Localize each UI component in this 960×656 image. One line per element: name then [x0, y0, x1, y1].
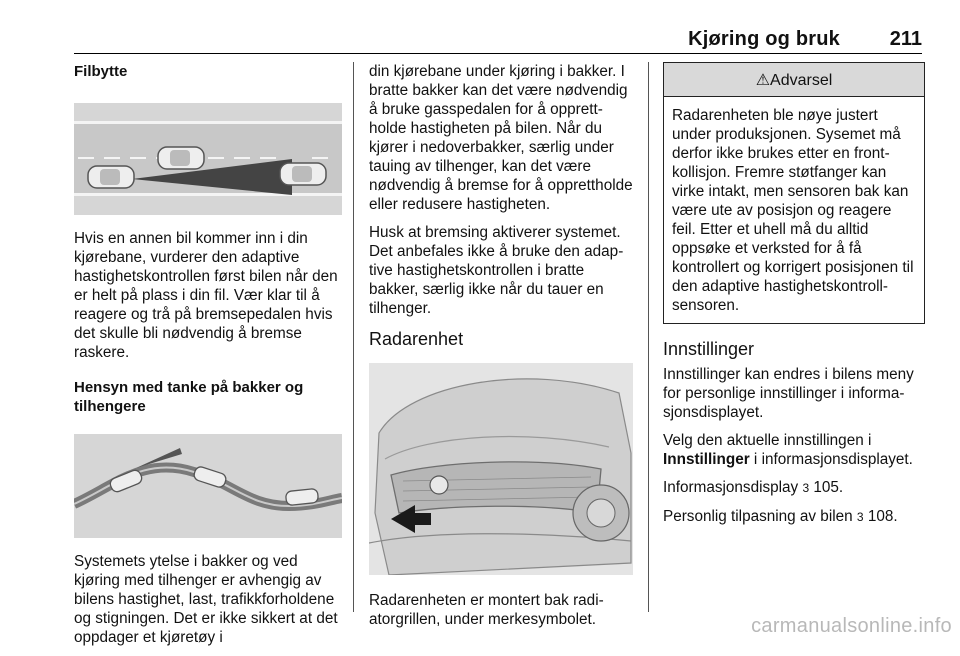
reference-label: Personlig tilpasning av bilen: [663, 508, 853, 525]
paragraph-hills-trailers: Systemets ytelse i bakker og ved kjøring med tilhenger er avhengig av bilens hastighet, last, trafikkforholdene og stigningen. Det er ikke sikkert at det oppdager et kjøretøy i: [74, 553, 338, 646]
paragraph-select-setting: [663, 431, 925, 469]
heading-radar-unit: Radarenhet: [369, 329, 464, 349]
reference-personalization[interactable]: [663, 507, 925, 527]
car-icon: [158, 147, 204, 169]
select-setting-text: Velg den aktuelle innstillingen i: [663, 432, 872, 449]
lane-change-illustration: [74, 103, 342, 215]
hills-illustration: [74, 434, 342, 538]
warning-title: Advarsel: [770, 72, 833, 89]
reference-label: Informasjonsdisplay: [663, 479, 799, 496]
lane-change-svg: [74, 103, 342, 215]
watermark: carmanualsonline.info: [751, 615, 952, 637]
hills-svg: [74, 434, 342, 538]
warning-box: [663, 62, 925, 324]
column-1: [74, 62, 342, 656]
radar-caption: Radarenheten er montert bak radiatorgrillen, under merkesymbolet.: [369, 592, 604, 628]
page-reference-icon: 3: [856, 510, 864, 524]
warning-header: [664, 63, 924, 97]
reference-page: 108.: [867, 508, 898, 525]
column-3: [663, 62, 925, 536]
header-rule: [74, 53, 922, 54]
warning-text: Radarenheten ble nøye justert under produksjonen. Sysemet må derfor ikke brukes etter en frontkollisjon. Fremre støtfanger kan virke intakt, men sensoren bak kan være ute av posisjon og reagere feil. Etter et uhell må du alltid oppsøke et verksted for å få kontrollert og korrigert posisjonen til den adaptive hastighetskontrollsensoren.: [672, 107, 914, 314]
page-reference-icon: 3: [802, 481, 810, 495]
heading-settings: Innstillinger: [663, 339, 755, 359]
column-divider: [648, 62, 649, 612]
page-header-title: Kjøring og bruk: [688, 28, 840, 50]
car-icon: [88, 166, 134, 188]
radar-unit-illustration: [369, 363, 633, 575]
heading-lane-change: Filbytte: [74, 63, 128, 80]
paragraph-braking: Husk at bremsing aktiverer systemet. Det anbefales ikke å bruke den adaptive hastighetskontrollen i bratte bakker, særlig ikke når du tauer en tilhenger.: [369, 224, 624, 317]
radar-car-svg: [369, 363, 633, 575]
car-icon: [280, 163, 326, 185]
heading-hills-trailers: Hensyn med tanke på bakker og tilhengere: [74, 379, 304, 415]
select-setting-tail: i informasjonsdisplayet.: [749, 451, 913, 468]
page-number: 211: [889, 28, 922, 50]
reference-page: 105.: [813, 479, 844, 496]
warning-icon: ⚠: [755, 72, 771, 89]
paragraph-lane-change: Hvis en annen bil kommer inn i din kjørebane, vurderer den adaptive hastighetskontrollen først bilen når den er helt på plass i din fil. Vær klar til å reagere og trå på bremsepedalen hvis det skulle bli nødvendig å bremse raskere.: [74, 230, 338, 361]
reference-info-display[interactable]: [663, 478, 925, 498]
paragraph-downhill: din kjørebane under kjøring i bakker. I bratte bakker kan det være nødvendig å bruke gasspedalen for å opprettholde hastigheten på bilen. Når du kjører i nedoverbakker, særlig under tauing av tilhenger, kan det være nødvendig å bremse for å opprettholde eller redusere hastigheten.: [369, 63, 633, 213]
paragraph-settings: Innstillinger kan endres i bilens meny for personlige innstillinger i informasjonsdisplayet.: [663, 366, 914, 421]
car-icon: [285, 488, 318, 505]
column-2: [369, 62, 633, 638]
column-divider: [353, 62, 354, 612]
settings-menu-name: Innstillinger: [663, 451, 750, 468]
